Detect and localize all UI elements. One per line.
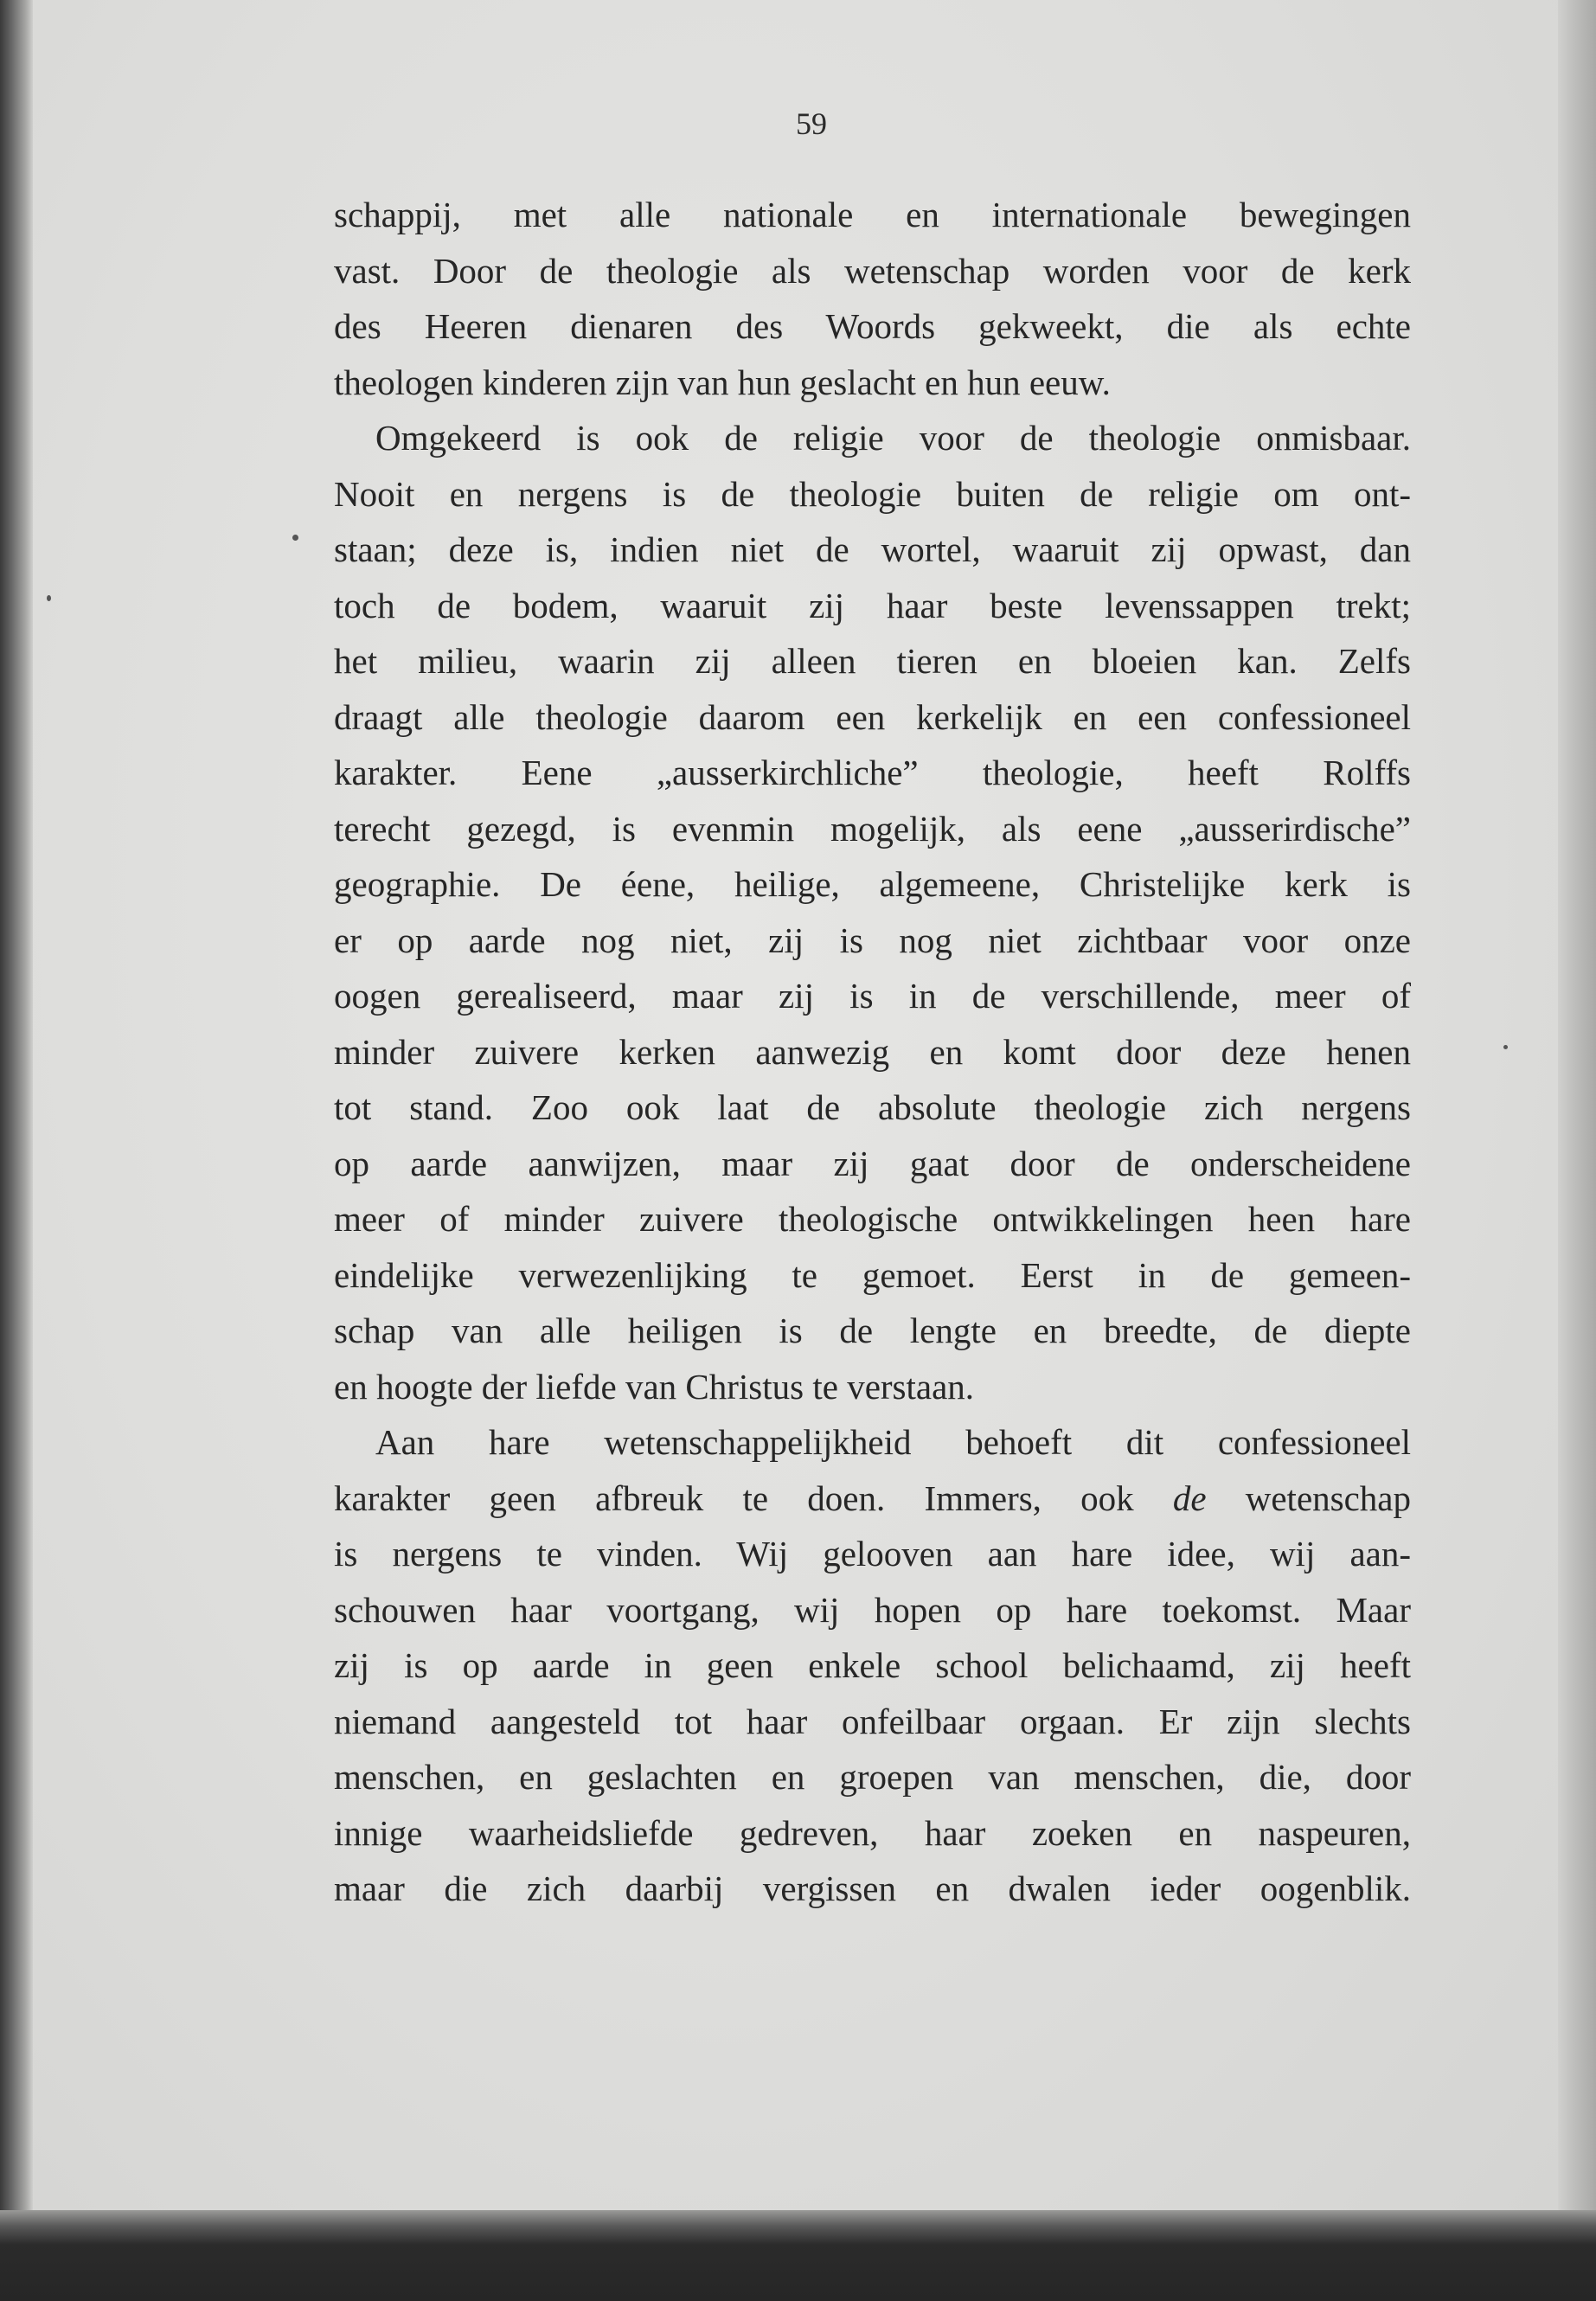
text-line: niemand aangesteld tot haar onfeilbaar orgaan. Er zijn slechts <box>334 1701 1411 1741</box>
text-line: het milieu, waarin zij alleen tieren en bloeien kan. Zelfs <box>334 641 1411 681</box>
text-line: Omgekeerd is ook de religie voor de theologie onmisbaar. <box>375 418 1411 458</box>
text-line: tot stand. Zoo ook laat de absolute theologie zich nergens <box>334 1087 1411 1127</box>
text-line: maar die zich daarbij vergissen en dwalen ieder oogenblik. <box>334 1868 1411 1908</box>
text-line: oogen gerealiseerd, maar zij is in de verschillende, meer of <box>334 976 1411 1016</box>
text-line: en hoogte der liefde van Christus te verstaan. <box>334 1366 975 1407</box>
text-line: er op aarde nog niet, zij is nog niet zichtbaar voor onze <box>334 920 1411 960</box>
text-line: Nooit en nergens is de theologie buiten de religie om ont- <box>334 473 1411 514</box>
text-line: karakter. Eene „ausserkirchliche” theologie, heeft Rolffs <box>334 753 1411 792</box>
text-line: toch de bodem, waaruit zij haar beste levenssappen trekt; <box>334 585 1411 625</box>
text-line: meer of minder zuivere theologische ontwikkelingen heen hare <box>334 1199 1411 1239</box>
text-line: minder zuivere kerken aanwezig en komt door deze henen <box>334 1031 1411 1072</box>
text-line: op aarde aanwijzen, maar zij gaat door de onderscheidene <box>334 1143 1411 1183</box>
text-line: menschen, en geslachten en groepen van menschen, die, door <box>334 1757 1411 1797</box>
text-line: draagt alle theologie daarom een kerkelijk en een confessioneel <box>334 696 1411 737</box>
text-line: Aan hare wetenschappelijkheid behoeft dit confessioneel <box>375 1422 1411 1462</box>
text-fragment: karakter geen afbreuk te doen. Immers, ook <box>334 1477 1173 1518</box>
text-line: vast. Door de theologie als wetenschap worden voor de kerk <box>334 250 1411 291</box>
text-line: schappij, met alle nationale en internationale bewegingen <box>334 195 1411 234</box>
scan-left-edge <box>0 0 33 2301</box>
scan-bottom-edge <box>0 2210 1596 2301</box>
body-text <box>334 187 1411 1917</box>
scan-speck <box>1503 1045 1508 1049</box>
text-line: geographie. De éene, heilige, algemeene, Christelijke kerk is <box>334 864 1411 904</box>
text-line: zij is op aarde in geen enkele school belichaamd, zij heeft <box>334 1645 1411 1685</box>
scan-speck <box>47 595 51 601</box>
italic-word: de <box>1172 1477 1207 1518</box>
text-line: terecht gezegd, is evenmin mogelijk, als eene „ausserirdische” <box>334 808 1411 849</box>
text-line: is nergens te vinden. Wij gelooven aan hare idee, wij aan- <box>334 1534 1411 1574</box>
text-fragment: wetenschap <box>1206 1477 1411 1518</box>
text-line: innige waarheidsliefde gedreven, haar zoeken en naspeuren, <box>334 1812 1411 1853</box>
text-line: schap van alle heiligen is de lengte en breedte, de diepte <box>334 1311 1411 1350</box>
scan-speck <box>292 535 298 541</box>
text-line: schouwen haar voortgang, wij hopen op hare toekomst. Maar <box>334 1589 1411 1630</box>
book-page <box>33 0 1558 2214</box>
book-binding-edge <box>1558 0 1596 2214</box>
text-line: staan; deze is, indien niet de wortel, waaruit zij opwast, dan <box>334 529 1411 569</box>
page-number: 59 <box>796 106 827 141</box>
text-line: theologen kinderen zijn van hun geslacht en hun eeuw. <box>334 362 1111 402</box>
text-line: eindelijke verwezenlijking te gemoet. Eerst in de gemeen- <box>334 1254 1411 1295</box>
text-line <box>334 1471 1411 1527</box>
text-line: des Heeren dienaren des Woords gekweekt, die als echte <box>334 306 1411 346</box>
